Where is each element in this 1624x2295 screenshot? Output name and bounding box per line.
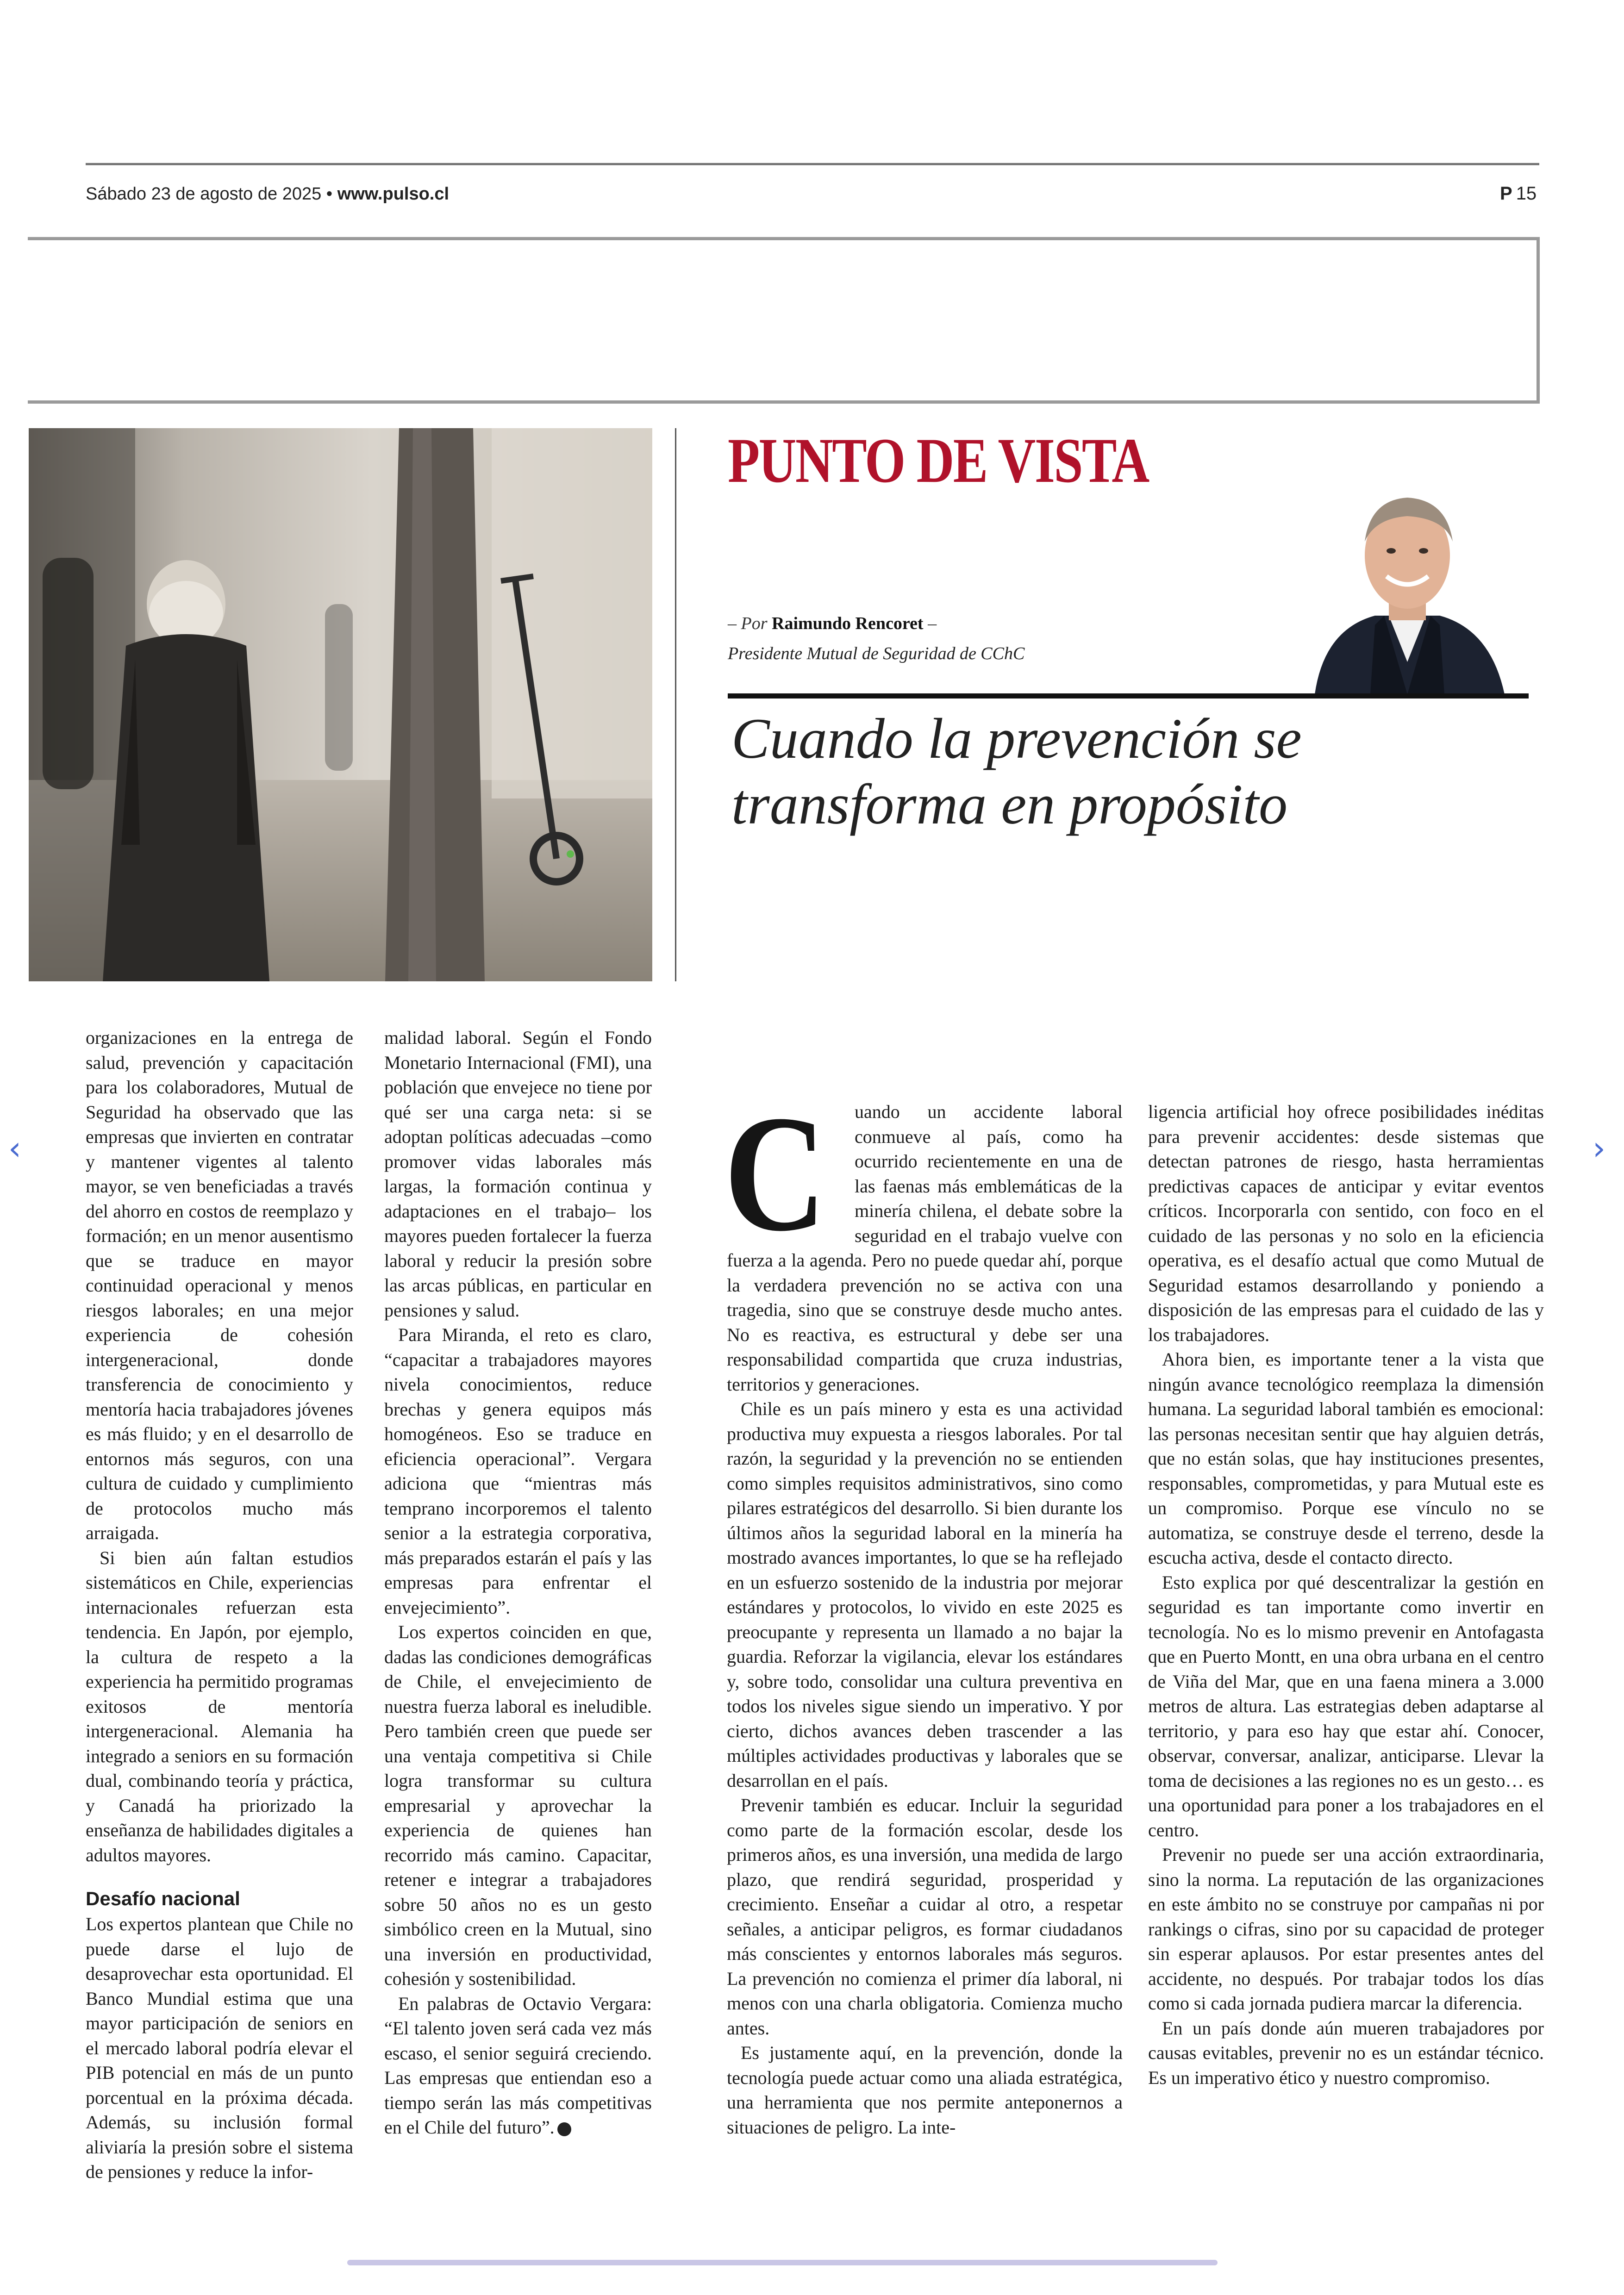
paragraph: organizaciones en la entrega de salud, prevención y capacitación para los colaboradores, Mutual de Seguridad ha observado que las empresas que invierten en contratar y mantener vigentes al talento mayor, se ven beneficiadas a través del ahorro en costos de reemplazo y formación; en un menor ausentismo que se traduce en mayor continuidad operacional y menos riesgos laborales; en una mejor experiencia de cohesión intergeneracional, donde transferencia de conocimiento y mentoría hacia trabajadores jóvenes es más fluido; y en el desarrollo de entornos más seguros, con una cultura de cuidado y cumplimiento de protocolos mucho más arraigada. xyxy=(86,1027,353,1543)
paragraph: Esto explica por qué descentralizar la gestión en seguridad es tan importante como invertir en tecnología. No es lo mismo prevenir en Antofagasta que en Puerto Montt, en una obra urbana en el centro de Viña del Mar, que en una faena minera a 3.000 metros de altura. Las estrategias deben adaptarse al territorio, y para eso hay que estar ahí. Conocer, observar, conversar, analizar, anticiparse. Llevar la toma de decisiones a las regiones no es un gesto… es una oportunidad para poner a los trabajadores en el centro. xyxy=(1148,1572,1544,1840)
paragraph: Los expertos coinciden en que, dadas las condiciones demográficas de Chile, el envejecimiento de nuestra fuerza laboral es ineludible. Pero también creen que puede ser una ventaja competitiva si Chile logra transformar su cultura empresarial y aprovechar la experiencia de quienes han recorrido más camino. Capacitar, retener e integrar a trabajadores sobre 50 años no es un gesto simbólico creen en la Mutual, sino una inversión en productividad, cohesión y sostenibilidad. xyxy=(384,1621,652,1989)
paragraph: ligencia artificial hoy ofrece posibilidades inéditas para prevenir accidentes: desde sistemas que detectan patrones de riesgo, hasta herramientas predictivas capaces de anticipar y evitar eventos críticos. Incorporarla con sentido, con foco en el cuidado de las personas y no solo en la eficiencia operativa, es el desafío actual que como Mutual de Seguridad estamos desarrollando y poniendo a disposición de las empresas para el cuidado de las y los trabajadores. xyxy=(1148,1101,1544,1345)
end-mark-icon: P xyxy=(557,2122,571,2136)
paragraph: Prevenir también es educar. Incluir la seguridad como parte de la formación escolar, desde los primeros años, es una inversión, una medida de largo plazo, que rendirá seguridad, prosperidad y crecimiento. Enseñar a cuidar al otro, a respetar señales, a anticipar peligros, es formar ciudadanos más conscientes y entornos laborales más seguros. La prevención no comienza el primer día laboral, ni menos con una charla obligatoria. Comienza mucho antes. xyxy=(727,1795,1123,2039)
paragraph: En un país donde aún mueren trabajadores por causas evitables, prevenir no es un estándar técnico. Es un imperativo ético y nuestro compromiso. xyxy=(1148,2017,1544,2088)
dateline: Sábado 23 de agosto de 2025 • www.pulso.cl xyxy=(86,184,450,204)
site-url[interactable]: www.pulso.cl xyxy=(337,184,450,204)
ad-placeholder xyxy=(28,237,1540,404)
drop-cap: C xyxy=(724,1081,826,1266)
article-photo xyxy=(29,428,652,981)
horizontal-scrollbar[interactable] xyxy=(347,2260,1218,2265)
page-number: P 15 xyxy=(1500,183,1537,204)
paragraph: Para Miranda, el reto es claro, “capacitar a trabajadores mayores nivela conocimientos, reduce brechas y genera equipos más homogéneos. Eso se traduce en eficiencia operacional”. Vergara adiciona que “mientras más temprano incorporemos el talento senior a la estrategia corporativa, más preparados estarán el país y las empresas para enfrentar el envejecimiento”. xyxy=(384,1324,652,1618)
column-divider xyxy=(675,428,676,981)
paragraph: malidad laboral. Según el Fondo Monetario Internacional (FMI), una población que envejece no tiene por qué ser una carga neta: si se adoptan políticas adecuadas –como promover vidas laborales más largas, la formación continua y adaptaciones en el trabajo– los mayores pueden fortalecer la fuerza laboral y reducir la presión sobre las arcas públicas, en particular en pensiones y salud. xyxy=(384,1027,652,1321)
byline: – Por Raimundo Rencoret – xyxy=(728,614,937,633)
issue-date: Sábado 23 de agosto de 2025 xyxy=(86,184,322,204)
subheading: Desafío nacional xyxy=(86,1888,240,1909)
paragraph: Chile es un país minero y esta es una actividad productiva muy expuesta a riesgos laborales. Por tal razón, la seguridad y la prevención no se entienden como simples requisitos administrativos, sino como pilares estratégicos del desarrollo. Si bien durante los últimos años la seguridad laboral en la minería ha mostrado avances importantes, lo que se ha reflejado en un esfuerzo sostenido de la industria por mejorar estándares y protocolos, lo vivido en este 2025 es preocupante y representa un llamado a no bajar la guardia. Reforzar la vigilancia, elevar los estándares y, sobre todo, consolidar una cultura preventiva en todos los niveles sigue siendo un imperativo. Y por cierto, dichos avances deben trascender a las múltiples actividades productivas y laborales que se desarrollan en el país. xyxy=(727,1398,1123,1791)
paragraph: C uando un accidente laboral conmueve al país, como ha ocurrido recientemente en una de las faenas más emblemáticas de la minería chilena, el debate sobre la seguridad en el trabajo vuelve con fuerza a la agenda. Pero no puede quedar ahí, porque la verdadera prevención no se activa con una tragedia, sino que se construye desde mucho antes. No es reactiva, es estructural y debe ser una responsabilidad compartida que cruza industrias, territorios y generaciones. xyxy=(724,1081,1123,1395)
paragraph: Los expertos plantean que Chile no puede darse el lujo de desaprovechar esta oportunidad. El Banco Mundial estima que una mayor participación de seniors en el mercado laboral podría elevar el PIB potencial en más de un punto porcentual en la próxima década. Además, su inclusión formal aliviaría la presión sobre el sistema de pensiones y reduce la infor- xyxy=(86,1914,353,2182)
section-title: PUNTO DE VISTA xyxy=(728,425,1149,496)
paragraph: Es justamente aquí, en la prevención, donde la tecnología puede actuar como una aliada estratégica, una herramienta que nos permite anteponernos a situaciones de peligro. La inte- xyxy=(727,2042,1123,2138)
paragraph: En palabras de Octavio Vergara: “El talento joven será cada vez más escaso, el senior seguirá creciendo. Las empresas que entiendan eso a tiempo serán las más competitivas en el Chile del futuro”. P xyxy=(384,1993,652,2138)
article-column-2 xyxy=(384,1025,652,2140)
headline-rule xyxy=(728,693,1529,698)
next-page-chevron-icon[interactable]: › xyxy=(1593,1129,1605,1167)
opinion-column-1 xyxy=(724,1081,1123,2139)
author-role: Presidente Mutual de Seguridad de CChC xyxy=(728,644,1025,663)
author-name: Raimundo Rencoret xyxy=(772,614,924,633)
header-rule xyxy=(86,163,1539,165)
paragraph: Ahora bien, es importante tener a la vista que ningún avance tecnológico reemplaza la dimensión humana. La seguridad laboral también es emocional: las personas necesitan sentir que hay alguien detrás, que no están solas, que hay instituciones presentes, responsables, comprometidas, y para Mutual este es un compromiso. Porque ese vínculo no se automatiza, se construye desde el terreno, desde la escucha activa, desde el contacto directo. xyxy=(1148,1349,1544,1568)
author-headshot xyxy=(1305,477,1509,694)
opinion-column-2 xyxy=(1148,1099,1544,2090)
paragraph: Si bien aún faltan estudios sistemáticos en Chile, experiencias internacionales refuerzan esta tendencia. En Japón, por ejemplo, la cultura de respeto a la experiencia ha permitido programas exitosos de mentoría intergeneracional. Alemania ha integrado a seniors en su formación dual, combinando teoría y práctica, y Canadá ha priorizado la enseñanza de habilidades digitales a adultos mayores. xyxy=(86,1547,353,1865)
headline: Cuando la prevención se transforma en propósito xyxy=(731,707,1302,836)
article-column-1 xyxy=(86,1025,353,2184)
paragraph: Prevenir no puede ser una acción extraordinaria, sino la norma. La reputación de las organizaciones en este ámbito no se construye por campañas ni por rankings o cifras, sino por su capacidad de proteger sin esperar aplausos. Por estar presentes antes del accidente, no después. Por trabajar todos los días como si cada jornada pudiera marcar la diferencia. xyxy=(1148,1844,1544,2014)
previous-page-chevron-icon[interactable]: ‹ xyxy=(8,1129,21,1167)
